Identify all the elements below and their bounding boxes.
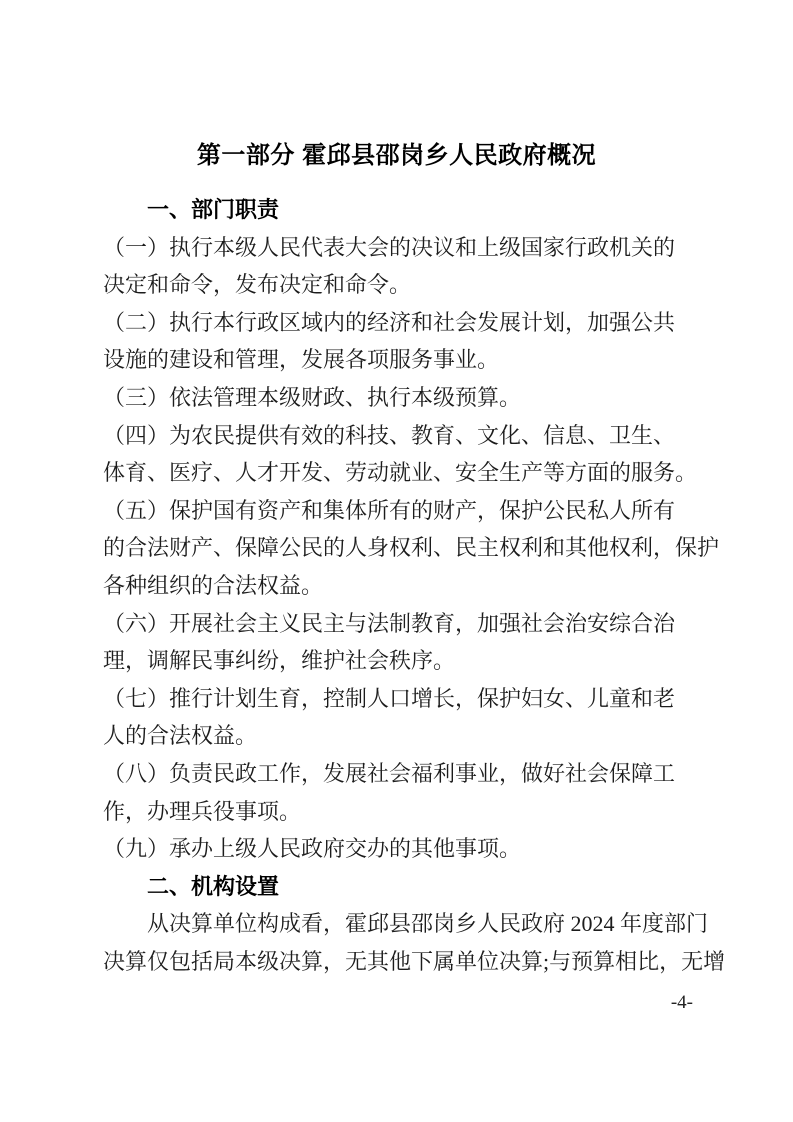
body-line: （三）依法管理本级财政、执行本级预算。 [103,384,522,410]
section-heading-duties: 一、部门职责 [147,197,280,222]
body-line: 体育、医疗、人才开发、劳动就业、安全生产等方面的服务。 [103,460,698,486]
page-number: -4- [670,992,693,1013]
body-line: 理，调解民事纠纷，维护社会秩序。 [103,648,456,674]
body-line: 设施的建设和管理，发展各项服务事业。 [103,347,500,373]
body-line: 从决算单位构成看，霍邱县邵岗乡人民政府 2024 年度部门 [147,911,709,937]
body-line: 人的合法权益。 [103,723,258,749]
body-line: （四）为农民提供有效的科技、教育、文化、信息、卫生、 [103,422,676,448]
body-line: 决定和命令，发布决定和命令。 [103,272,412,298]
body-line: 决算仅包括局本级决算，无其他下属单位决算;与预算相比，无增 [103,948,726,974]
page-title: 第一部分 霍邱县邵岗乡人民政府概况 [196,142,597,169]
body-line: 各种组织的合法权益。 [103,572,324,598]
body-line: （一）执行本级人民代表大会的决议和上级国家行政机关的 [103,234,676,260]
body-line: 的合法财产、保障公民的人身权利、民主权利和其他权利，保护 [103,535,720,561]
body-line: （七）推行计划生育，控制人口增长，保护妇女、儿童和老 [103,685,676,711]
body-line: （九）承办上级人民政府交办的其他事项。 [103,836,522,862]
body-line: （六）开展社会主义民主与法制教育，加强社会治安综合治 [103,610,676,636]
body-line: （二）执行本行政区域内的经济和社会发展计划，加强公共 [103,309,676,335]
document-body [103,191,726,980]
section-heading-organization: 二、机构设置 [147,873,280,899]
body-line: （五）保护国有资产和集体所有的财产，保护公民私人所有 [103,497,676,523]
body-line: （八）负责民政工作，发展社会福利事业，做好社会保障工 [103,760,676,786]
body-line: 作，办理兵役事项。 [103,798,302,824]
